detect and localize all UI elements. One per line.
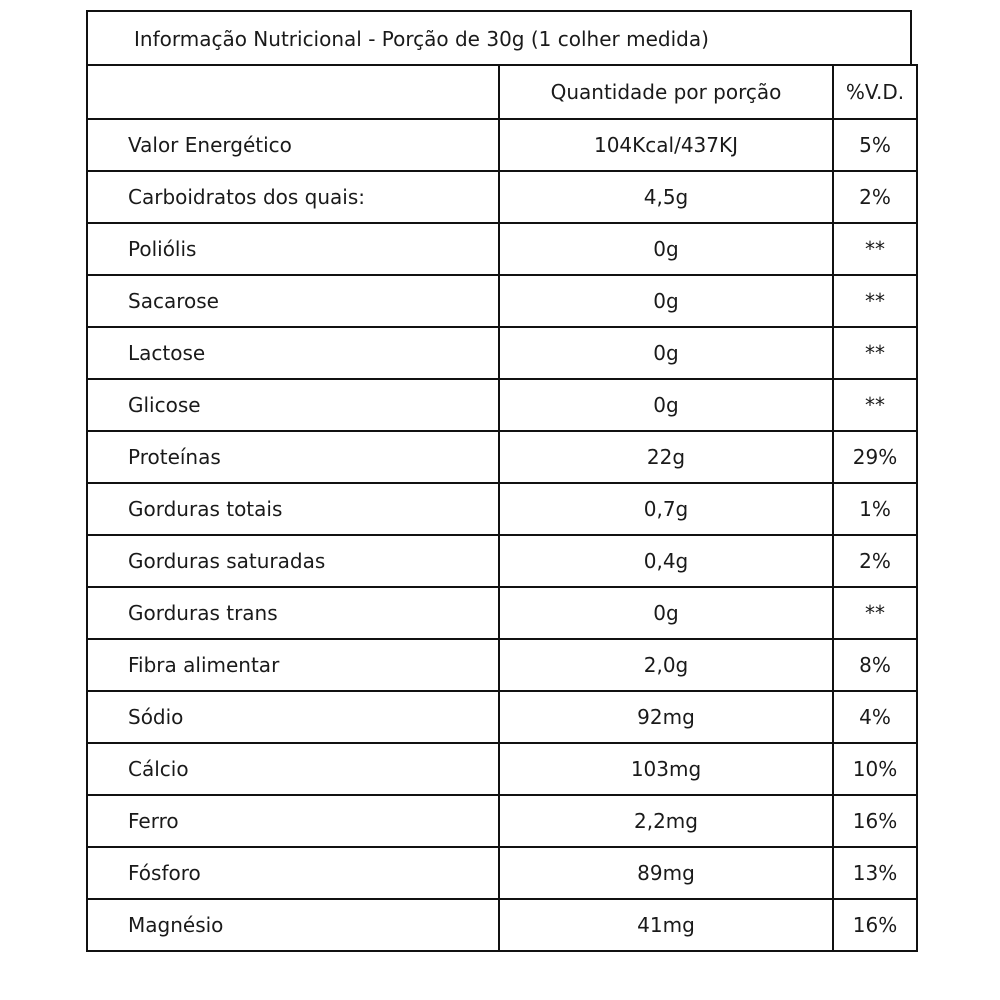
table-row [87,327,917,379]
nutrient-dv: 8% [833,639,917,691]
nutrient-name: Sacarose [87,275,499,327]
nutrient-dv: 5% [833,119,917,171]
table-row [87,847,917,899]
nutrient-amount: 103mg [499,743,833,795]
nutrient-dv: ** [833,223,917,275]
table-row [87,899,917,951]
nutrient-amount: 0,4g [499,535,833,587]
nutrient-dv: 4% [833,691,917,743]
nutrition-table [86,64,918,952]
nutrient-name: Poliólis [87,223,499,275]
nutrient-amount: 104Kcal/437KJ [499,119,833,171]
nutrient-name: Gorduras totais [87,483,499,535]
nutrient-amount: 0g [499,275,833,327]
nutrient-dv: 16% [833,899,917,951]
nutrient-name: Ferro [87,795,499,847]
nutrient-name: Sódio [87,691,499,743]
nutrient-name: Carboidratos dos quais: [87,171,499,223]
table-row [87,431,917,483]
table-row [87,483,917,535]
nutrient-amount: 2,2mg [499,795,833,847]
nutrient-amount: 22g [499,431,833,483]
table-row [87,795,917,847]
table-row [87,535,917,587]
nutrient-amount: 0g [499,327,833,379]
nutrient-name: Glicose [87,379,499,431]
table-row [87,379,917,431]
nutrient-dv: 29% [833,431,917,483]
header-amount: Quantidade por porção [499,65,833,119]
nutrient-dv: 2% [833,535,917,587]
header-dv: %V.D. [833,65,917,119]
nutrition-facts-label [86,10,912,990]
nutrient-amount: 0g [499,379,833,431]
nutrient-dv: ** [833,327,917,379]
nutrient-amount: 4,5g [499,171,833,223]
nutrient-name: Fibra alimentar [87,639,499,691]
nutrient-dv: 1% [833,483,917,535]
nutrient-amount: 89mg [499,847,833,899]
nutrient-name: Fósforo [87,847,499,899]
table-row [87,119,917,171]
nutrient-name: Cálcio [87,743,499,795]
nutrient-dv: ** [833,379,917,431]
nutrient-dv: 16% [833,795,917,847]
label-title: Informação Nutricional - Porção de 30g (1 colher medida) [86,10,912,64]
nutrient-dv: ** [833,275,917,327]
nutrient-amount: 0g [499,223,833,275]
table-row [87,223,917,275]
nutrient-amount: 41mg [499,899,833,951]
table-row [87,587,917,639]
nutrient-name: Valor Energético [87,119,499,171]
nutrient-dv: 2% [833,171,917,223]
nutrient-amount: 0g [499,587,833,639]
nutrient-name: Gorduras saturadas [87,535,499,587]
table-row [87,743,917,795]
header-row [87,65,917,119]
table-row [87,171,917,223]
table-row [87,275,917,327]
nutrient-dv: 13% [833,847,917,899]
nutrient-name: Lactose [87,327,499,379]
nutrient-amount: 0,7g [499,483,833,535]
table-row [87,639,917,691]
table-row [87,691,917,743]
nutrient-amount: 92mg [499,691,833,743]
nutrient-name: Magnésio [87,899,499,951]
header-nutrient [87,65,499,119]
nutrient-dv: ** [833,587,917,639]
nutrient-dv: 10% [833,743,917,795]
nutrient-name: Gorduras trans [87,587,499,639]
nutrient-name: Proteínas [87,431,499,483]
nutrient-amount: 2,0g [499,639,833,691]
